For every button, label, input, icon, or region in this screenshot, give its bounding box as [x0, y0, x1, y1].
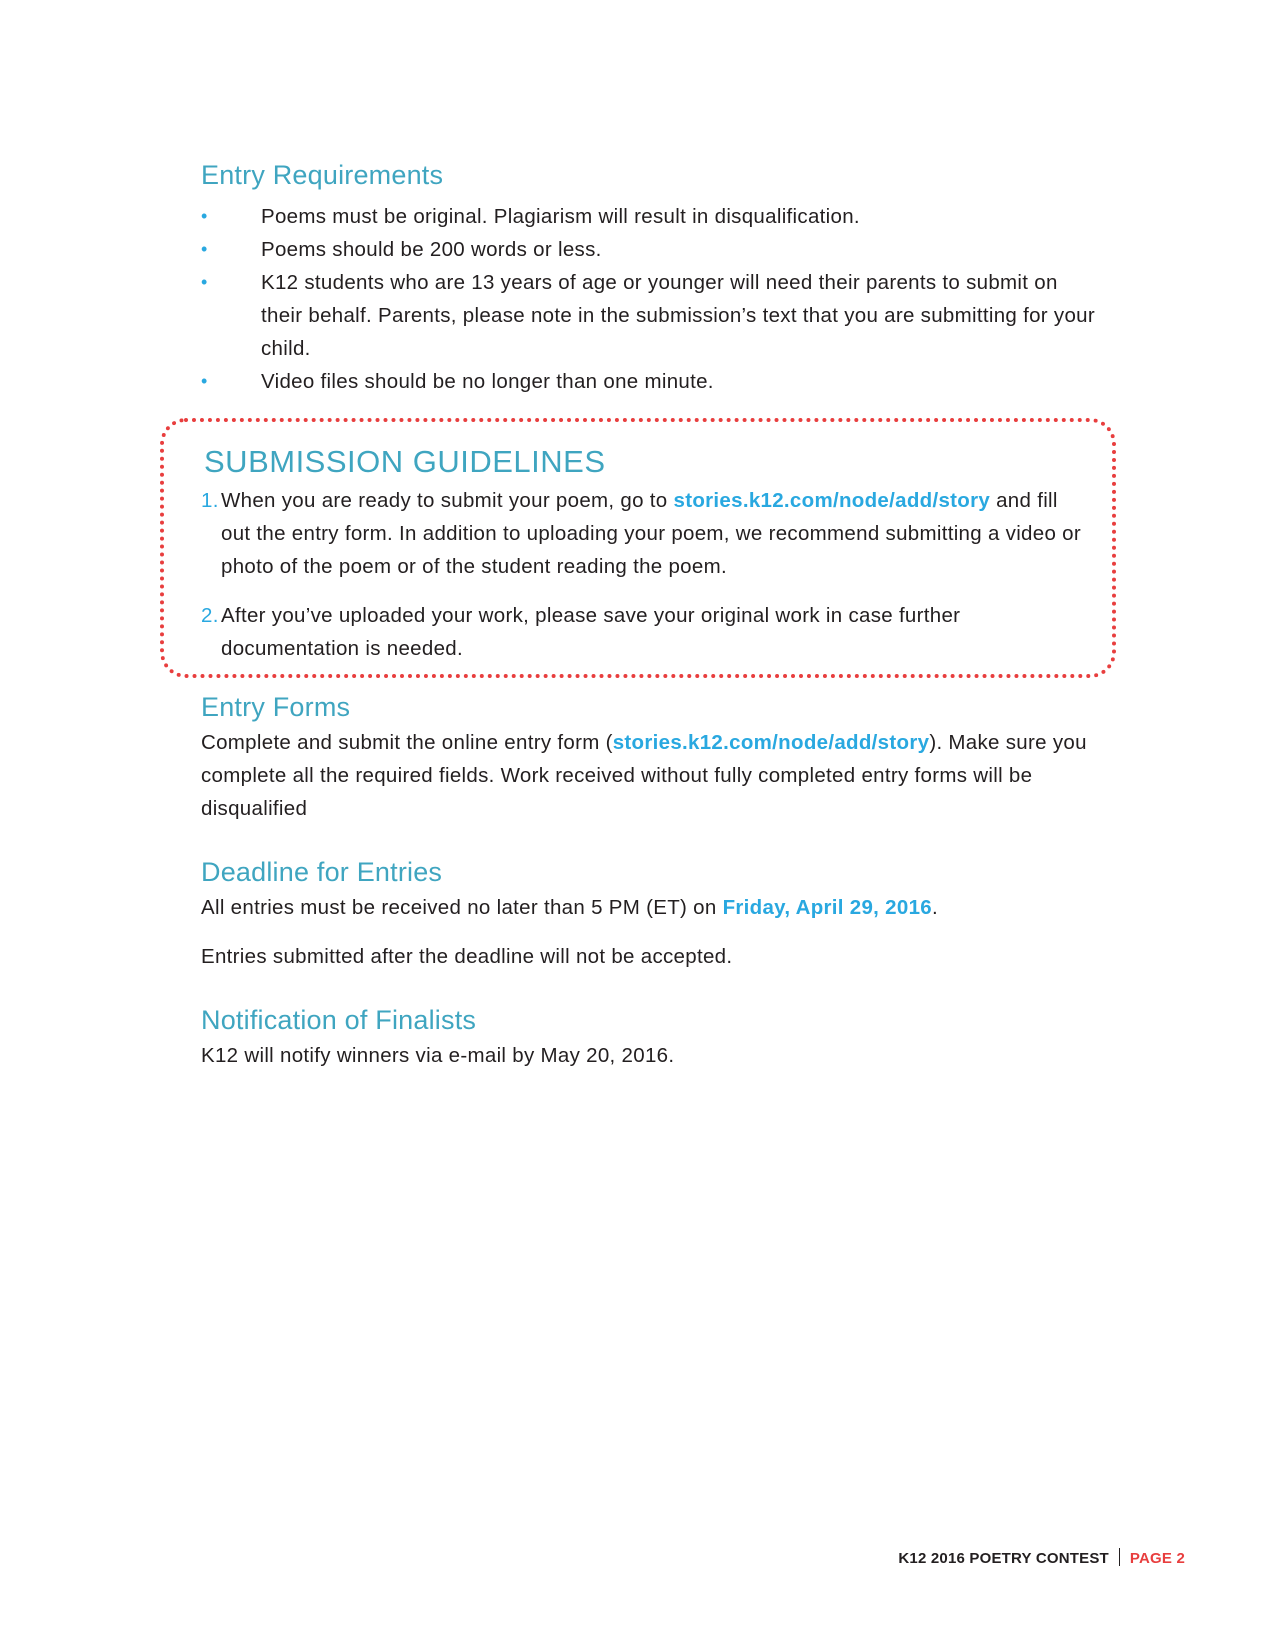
step-number: 1. — [201, 489, 219, 512]
bullet-icon: • — [201, 239, 208, 259]
entry-forms-heading: Entry Forms — [201, 692, 351, 722]
submission-guidelines-box — [160, 418, 1116, 678]
page-footer — [898, 1548, 1185, 1567]
submission-guidelines-heading: SUBMISSION GUIDELINES — [204, 444, 606, 479]
deadline-date: Friday, April 29, 2016 — [722, 896, 932, 919]
notification-text: K12 will notify winners via e-mail by May 20, 2016. — [201, 1044, 675, 1067]
submission-steps-list — [201, 484, 1091, 681]
entry-form-link[interactable]: stories.k12.com/node/add/story — [612, 731, 930, 754]
list-item: • Poems should be 200 words or less. — [201, 233, 1101, 266]
entry-requirements-list — [201, 200, 1101, 398]
notification-heading: Notification of Finalists — [201, 1005, 477, 1035]
list-item: 2. After you’ve uploaded your work, please save your original work in case further documentation is needed. — [201, 599, 1091, 665]
story-submission-link[interactable]: stories.k12.com/node/add/story — [673, 489, 991, 512]
step-number: 2. — [201, 604, 219, 627]
entry-forms-text: Complete and submit the online entry form (stories.k12.com/node/add/story). Make sure you complete all the required fields. Work received without fully completed entry forms will be disqualified — [201, 731, 1087, 820]
list-item: • Video files should be no longer than one minute. — [201, 365, 1101, 398]
deadline-text: All entries must be received no later than 5 PM (ET) on Friday, April 29, 2016. — [201, 896, 938, 919]
bullet-icon: • — [201, 371, 208, 391]
list-item: 1. When you are ready to submit your poem, go to stories.k12.com/node/add/story and fill out the entry form. In addition to uploading your poem, we recommend submitting a video or photo of the poem or of the student reading the poem. — [201, 484, 1091, 583]
deadline-heading: Deadline for Entries — [201, 857, 443, 887]
list-item: • K12 students who are 13 years of age or younger will need their parents to submit on their behalf. Parents, please note in the submission’s text that you are submitting for your child. — [201, 266, 1101, 365]
deadline-note: Entries submitted after the deadline will not be accepted. — [201, 945, 733, 968]
bullet-icon: • — [201, 206, 208, 226]
entry-requirements-heading: Entry Requirements — [201, 160, 444, 190]
list-item: • Poems must be original. Plagiarism will result in disqualification. — [201, 200, 1101, 233]
footer-title: K12 2016 POETRY CONTEST — [898, 1550, 1109, 1567]
bullet-icon: • — [201, 272, 208, 292]
footer-divider — [1119, 1548, 1120, 1566]
page-number: PAGE 2 — [1129, 1550, 1185, 1567]
